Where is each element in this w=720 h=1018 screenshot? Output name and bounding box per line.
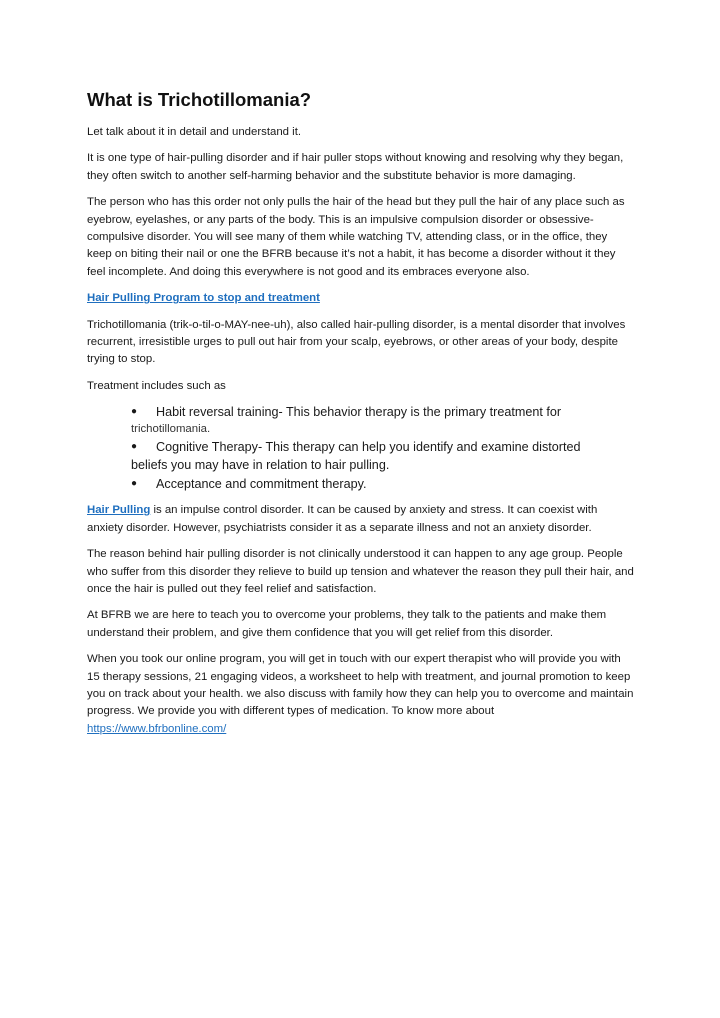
document-page — [87, 88, 635, 738]
paragraph-trichotillomania: Trichotillomania (trik-o-til-o-MAY-nee-uh), also called hair-pulling disorder, is a mental disorder that involves recurrent, irresistible urges to pull out hair from your scalp, eyebrows, or other areas of your body, despite trying to stop. — [87, 318, 626, 366]
list-item-continuation: trichotillomania. — [131, 423, 211, 436]
page-title: What is Trichotillomania? — [87, 89, 312, 110]
paragraph-bfrb: At BFRB we are here to teach you to overcome your problems, they talk to the patients and make them understand their problem, and give them confidence that you will get relief from this disorder. — [87, 609, 607, 639]
list-item-text: Habit reversal training- This behavior therapy is the primary treatment for — [156, 405, 562, 420]
paragraph-reason: The reason behind hair pulling disorder is not clinically understood it can happen to any age group. People who suffer from this disorder they relieve to build up tension and whatever the reason they pull their hair, and once the hair is pulled out they feel relief and satisfaction. — [87, 548, 634, 595]
list-item — [131, 403, 635, 437]
paragraph-online-program-text: When you took our online program, you will get in touch with our expert therapist who will provide you with 15 therapy sessions, 21 engaging videos, a worksheet to help with treatment, and journal promotion to keep you on track about your health. we also discuss with family how they can help you to overcome and maintain progress. We provide you with different types of medication. To know more about — [87, 653, 634, 718]
list-item-text: Acceptance and commitment therapy. — [156, 477, 367, 492]
hair-pulling-program-link[interactable]: Hair Pulling Program to stop and treatment — [87, 292, 320, 305]
list-item — [131, 475, 635, 493]
list-item-continuation: beliefs you may have in relation to hair pulling. — [131, 458, 390, 473]
bullet-dot-icon: ● — [131, 441, 138, 453]
paragraph-hair-pulling — [87, 502, 635, 537]
paragraph-online-program — [87, 651, 635, 738]
bfrb-website-link[interactable]: https://www.bfrbonline.com/ — [87, 722, 227, 735]
list-item-text: Cognitive Therapy- This therapy can help you identify and examine distorted — [156, 440, 581, 455]
bullet-dot-icon: ● — [131, 478, 138, 490]
paragraph-definition: It is one type of hair-pulling disorder and if hair puller stops without knowing and resolving why they began, they often switch to another self-harming behavior and the substitute behavior is more damaging. — [87, 152, 624, 182]
bullet-dot-icon: ● — [131, 406, 138, 418]
intro-paragraph: Let talk about it in detail and understand it. — [87, 126, 302, 138]
treatment-intro: Treatment includes such as — [87, 379, 226, 392]
paragraph-hair-pulling-text: is an impulse control disorder. It can be caused by anxiety and stress. It can coexist with anxiety disorder. However, psychiatrists consider it as a separate illness and not an anxiety disorder. — [87, 504, 598, 534]
list-item — [131, 438, 635, 474]
program-link-paragraph — [87, 290, 635, 307]
hair-pulling-link[interactable]: Hair Pulling — [87, 504, 151, 517]
paragraph-description: The person who has this order not only pulls the hair of the head but they pull the hair of any place such as eyebrow, eyelashes, or any parts of the body. This is an impulsive compulsion disorder or obsessive-compulsive disorder. You will see many of them while watching TV, attending class, or in the office, they keep on biting their nail or one the BFRB because it’s not a habit, it has become a disorder without it they feel incomplete. And doing this everywhere is not good and its embraces everyone also. — [87, 196, 625, 278]
treatment-list — [87, 403, 635, 493]
